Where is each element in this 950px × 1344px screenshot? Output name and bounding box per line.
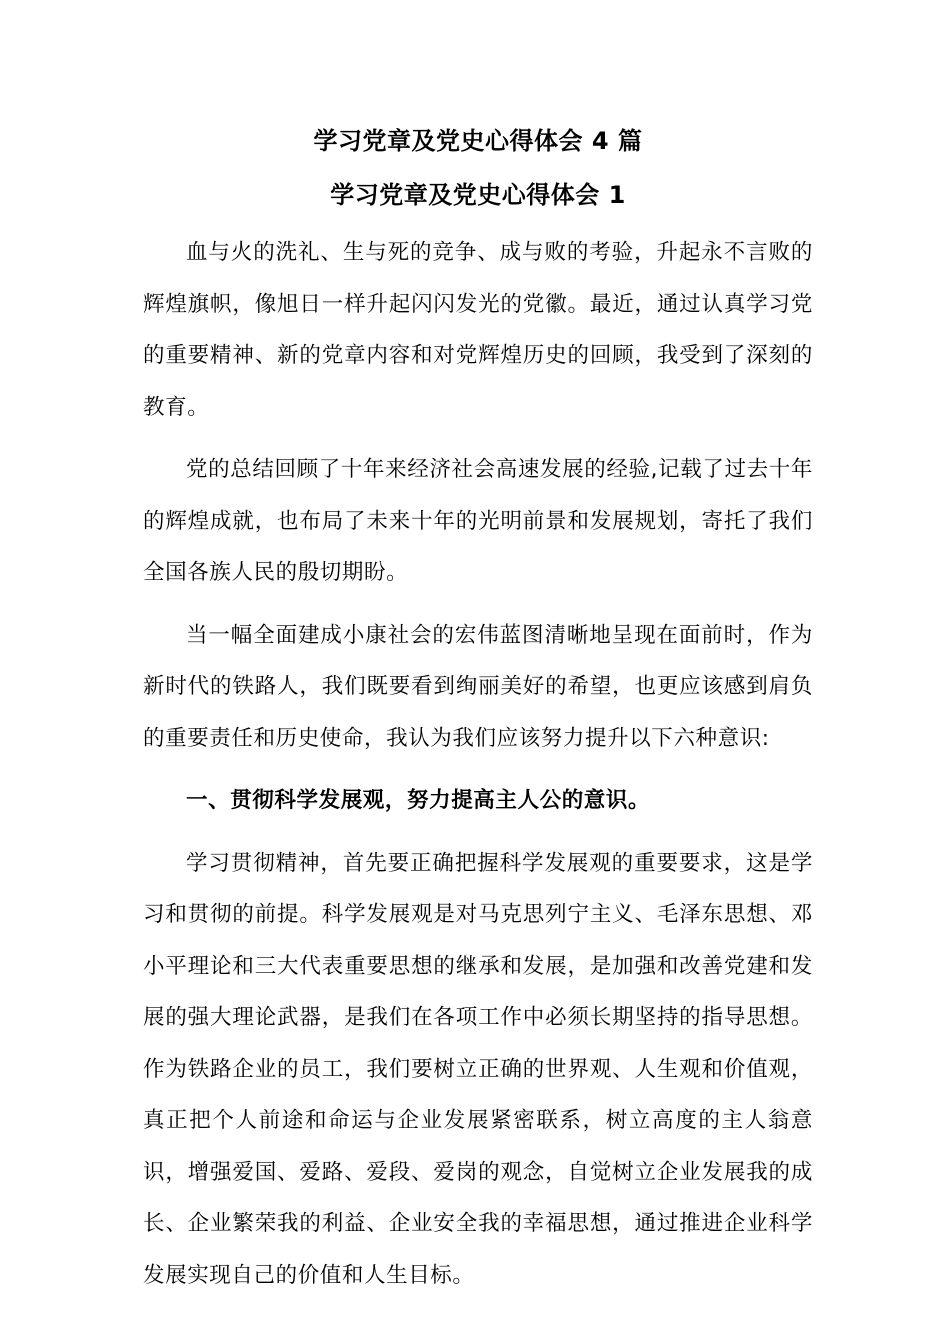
document-page xyxy=(143,122,813,1301)
document-subtitle: 学习党章及党史心得体会 1 xyxy=(330,181,626,209)
section-paragraph: 学习贯彻精神，首先要正确把握科学发展观的重要要求，这是学习和贯彻的前提。科学发展观是对马克思列宁主义、毛泽东思想、邓小平理论和三大代表重要思想的继承和发展，是加强和改善党建和发展的强大理论武器，是我们在各项工作中必须长期坚持的指导思想。作为铁路企业的员工，我们要树立正确的世界观、人生观和价值观， 真正把个人前途和命运与企业发展紧密联系，树立高度的主人翁意 识，增强爱国、爱路、爱段、爱岗的观念，自觉树立企业发展我的成长、企业繁荣我的利益、企业安全我的幸福思想，通过推进企业科学发展实现自己的价值和人生目标。 xyxy=(143,850,813,1288)
document-title: 学习党章及党史心得体会 4 篇 xyxy=(313,127,643,155)
paragraph-3: 当一幅全面建成小康社会的宏伟蓝图清晰地呈现在面前时，作为新时代的铁路人，我们既要看到绚丽美好的希望，也更应该感到肩负的重要责任和历史使命，我认为我们应该努力提升以下六种意识: xyxy=(143,622,813,751)
paragraph-1: 血与火的洗礼、生与死的竞争、成与败的考验，升起永不言败的辉煌旗帜，像旭日一样升起闪闪发光的党徽。最近，通过认真学习党的重要精神、新的党章内容和对党辉煌历史的回顾，我受到了深刻的教育。 xyxy=(143,240,813,420)
paragraph-2: 党的总结回顾了十年来经济社会高速发展的经验,记载了过去十年的辉煌成就，也布局了未来十年的光明前景和发展规划，寄托了我们全国各族人民的殷切期盼。 xyxy=(143,457,813,585)
section-heading: 一、贯彻科学发展观，努力提高主人公的意识。 xyxy=(186,788,651,813)
